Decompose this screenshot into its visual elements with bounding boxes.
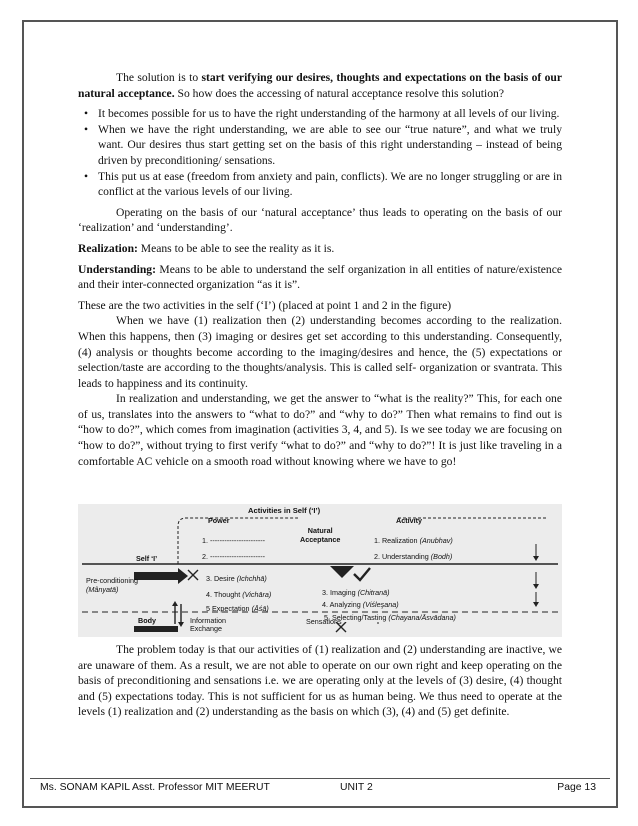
- thought-label: 4. Thought: [206, 590, 241, 599]
- realization-def: Means to be able to see the reality as it is.: [137, 241, 335, 255]
- list-item: • When we have the right understanding, we are able to see our “true nature”, and what we truly want. Our desires thus start getting set on the basis of this right understanding – instead of being driven by preconditioning/ sensations.: [98, 122, 562, 169]
- selecting-sanskrit: (Chayana/Āsvādana): [388, 613, 456, 622]
- problem-paragraph: The problem today is that our activities of (1) realization and (2) understanding are inactive, we are unaware of them. As a result, we are not able to operate on our own right and keep operating on the basis of preconditioning and sensations i.e. we are operating only at the levels of (3) desire, (4) thought and (5) expectations today. This is not sufficient for us as human being. We thus need to operate at the levels (1) realization and (2) understanding as the basis on which (3), (4) and (5) get definite.: [78, 643, 562, 719]
- desire-label: 3. Desire: [206, 574, 235, 583]
- solution-suffix: So how does the accessing of natural acceptance resolve this solution?: [174, 86, 504, 100]
- document-body: [78, 70, 562, 474]
- understanding-definition: [78, 262, 562, 293]
- diagram-dash-1: 1. -----------------------: [202, 536, 266, 545]
- analyzing-sanskrit: (Viśleşana): [362, 600, 399, 609]
- selecting-label: 5. Selecting/Tasting: [324, 613, 387, 622]
- diagram-preconditioning: [86, 576, 138, 594]
- understanding-sanskrit: (Bodh): [430, 552, 453, 561]
- diagram-imaging: [322, 588, 390, 597]
- diagram-natural-acceptance: Natural Acceptance: [300, 526, 341, 544]
- diagram-activity-label: Activity: [396, 516, 422, 525]
- how-to-do-paragraph: In realization and understanding, we get the answer to “what is the reality?” This, for each one of us, translates into the answers to “what to do?” and “why to do?” Then what remains to find out is “how to do?”, which comes from imagination (activities 3, 4, and 5). Is we see today we are focusing on “how to do?”, without trying to first verify “what to do?” and “why to do?”! It is just like traveling in a comfortable AC vehicle on a smooth road without knowing where we have to go!: [78, 392, 562, 468]
- list-item: • It becomes possible for us to have the right understanding of the harmony at all levels of our living.: [98, 106, 562, 122]
- analyzing-label: 4. Analyzing: [322, 600, 361, 609]
- diagram-realization: [374, 536, 453, 545]
- realization-sanskrit: (Anubhav): [419, 536, 453, 545]
- diagram-thought: [206, 590, 271, 599]
- footer-divider: [30, 778, 610, 779]
- diagram-desire: [206, 574, 267, 583]
- expectation-sanskrit: (Āśā): [251, 604, 269, 613]
- activities-diagram: [78, 504, 562, 637]
- diagram-information-exchange: Information Exchange: [190, 616, 226, 633]
- page-footer: [30, 782, 610, 798]
- diagram-analyzing: [322, 600, 399, 609]
- preconditioning-sanskrit: (Mânyatā): [86, 585, 119, 594]
- footer-unit: UNIT 2: [340, 782, 373, 793]
- realization-definition: [78, 241, 562, 257]
- activities-intro: These are the two activities in the self (‘I’) (placed at point 1 and 2 in the figure): [78, 298, 452, 312]
- solution-prefix: The solution is to: [116, 71, 202, 84]
- diagram-sensations: Sensations: [306, 617, 342, 626]
- solution-paragraph: [78, 70, 562, 101]
- imaging-sanskrit: (Chitranā): [357, 588, 390, 597]
- understanding-def: Means to be able to understand the self organization in all entities of nature/existence and their inter-connected organization “as it is”.: [78, 262, 562, 292]
- understanding-term: Understanding:: [78, 262, 156, 276]
- realization-label: 1. Realization: [374, 536, 418, 545]
- imaging-label: 3. Imaging: [322, 588, 356, 597]
- diagram-title: Activities in Self (‘I’): [248, 506, 321, 515]
- diagram-body-label: Body: [138, 616, 156, 625]
- desire-sanskrit: (Ichchhā): [236, 574, 267, 583]
- diagram-self-label: Self ‘I’: [136, 554, 158, 563]
- footer-page-number: Page 13: [557, 782, 596, 793]
- diagram-selecting: [322, 613, 458, 622]
- diagram-understanding: [374, 552, 452, 561]
- natural-acceptance-paragraph: Operating on the basis of our ‘natural acceptance’ thus leads to operating on the basis of our ‘realization’ and ‘understanding’.: [78, 205, 562, 235]
- expectation-label: 5 Expectation: [206, 604, 250, 613]
- list-item: • This put us at ease (freedom from anxiety and pain, conflicts). We are no longer struggling or are in conflict at the various levels of our living.: [98, 169, 562, 200]
- thought-sanskrit: (Vichāra): [242, 590, 272, 599]
- problem-section: [78, 642, 562, 725]
- realization-term: Realization:: [78, 241, 138, 255]
- preconditioning-label: Pre-conditioning: [86, 576, 138, 585]
- self-organization-paragraph: When we have (1) realization then (2) understanding becomes according to the realization. When this happens, then (3) imaging or desires get set according to this understanding. Consequently, (4) analysis or thoughts become according to the imaging/desires and hence, the (5) expectations or selection/taste are according to the thoughts/analysis. This is called self- organization or svantrata. This leads to happiness and its continuity.: [78, 314, 562, 390]
- footer-author: Ms. SONAM KAPIL Asst. Professor MIT MEERUT: [40, 782, 270, 793]
- diagram-dash-2: 2. -----------------------: [202, 552, 266, 561]
- diagram-expectation: [206, 604, 269, 613]
- diagram-power-label: Power: [208, 516, 230, 525]
- solution-bold: start verifying our desires, thoughts and expectations on the basis of our natural acceptance.: [78, 71, 562, 100]
- understanding-label: 2. Understanding: [374, 552, 429, 561]
- bullet-list: [78, 106, 562, 200]
